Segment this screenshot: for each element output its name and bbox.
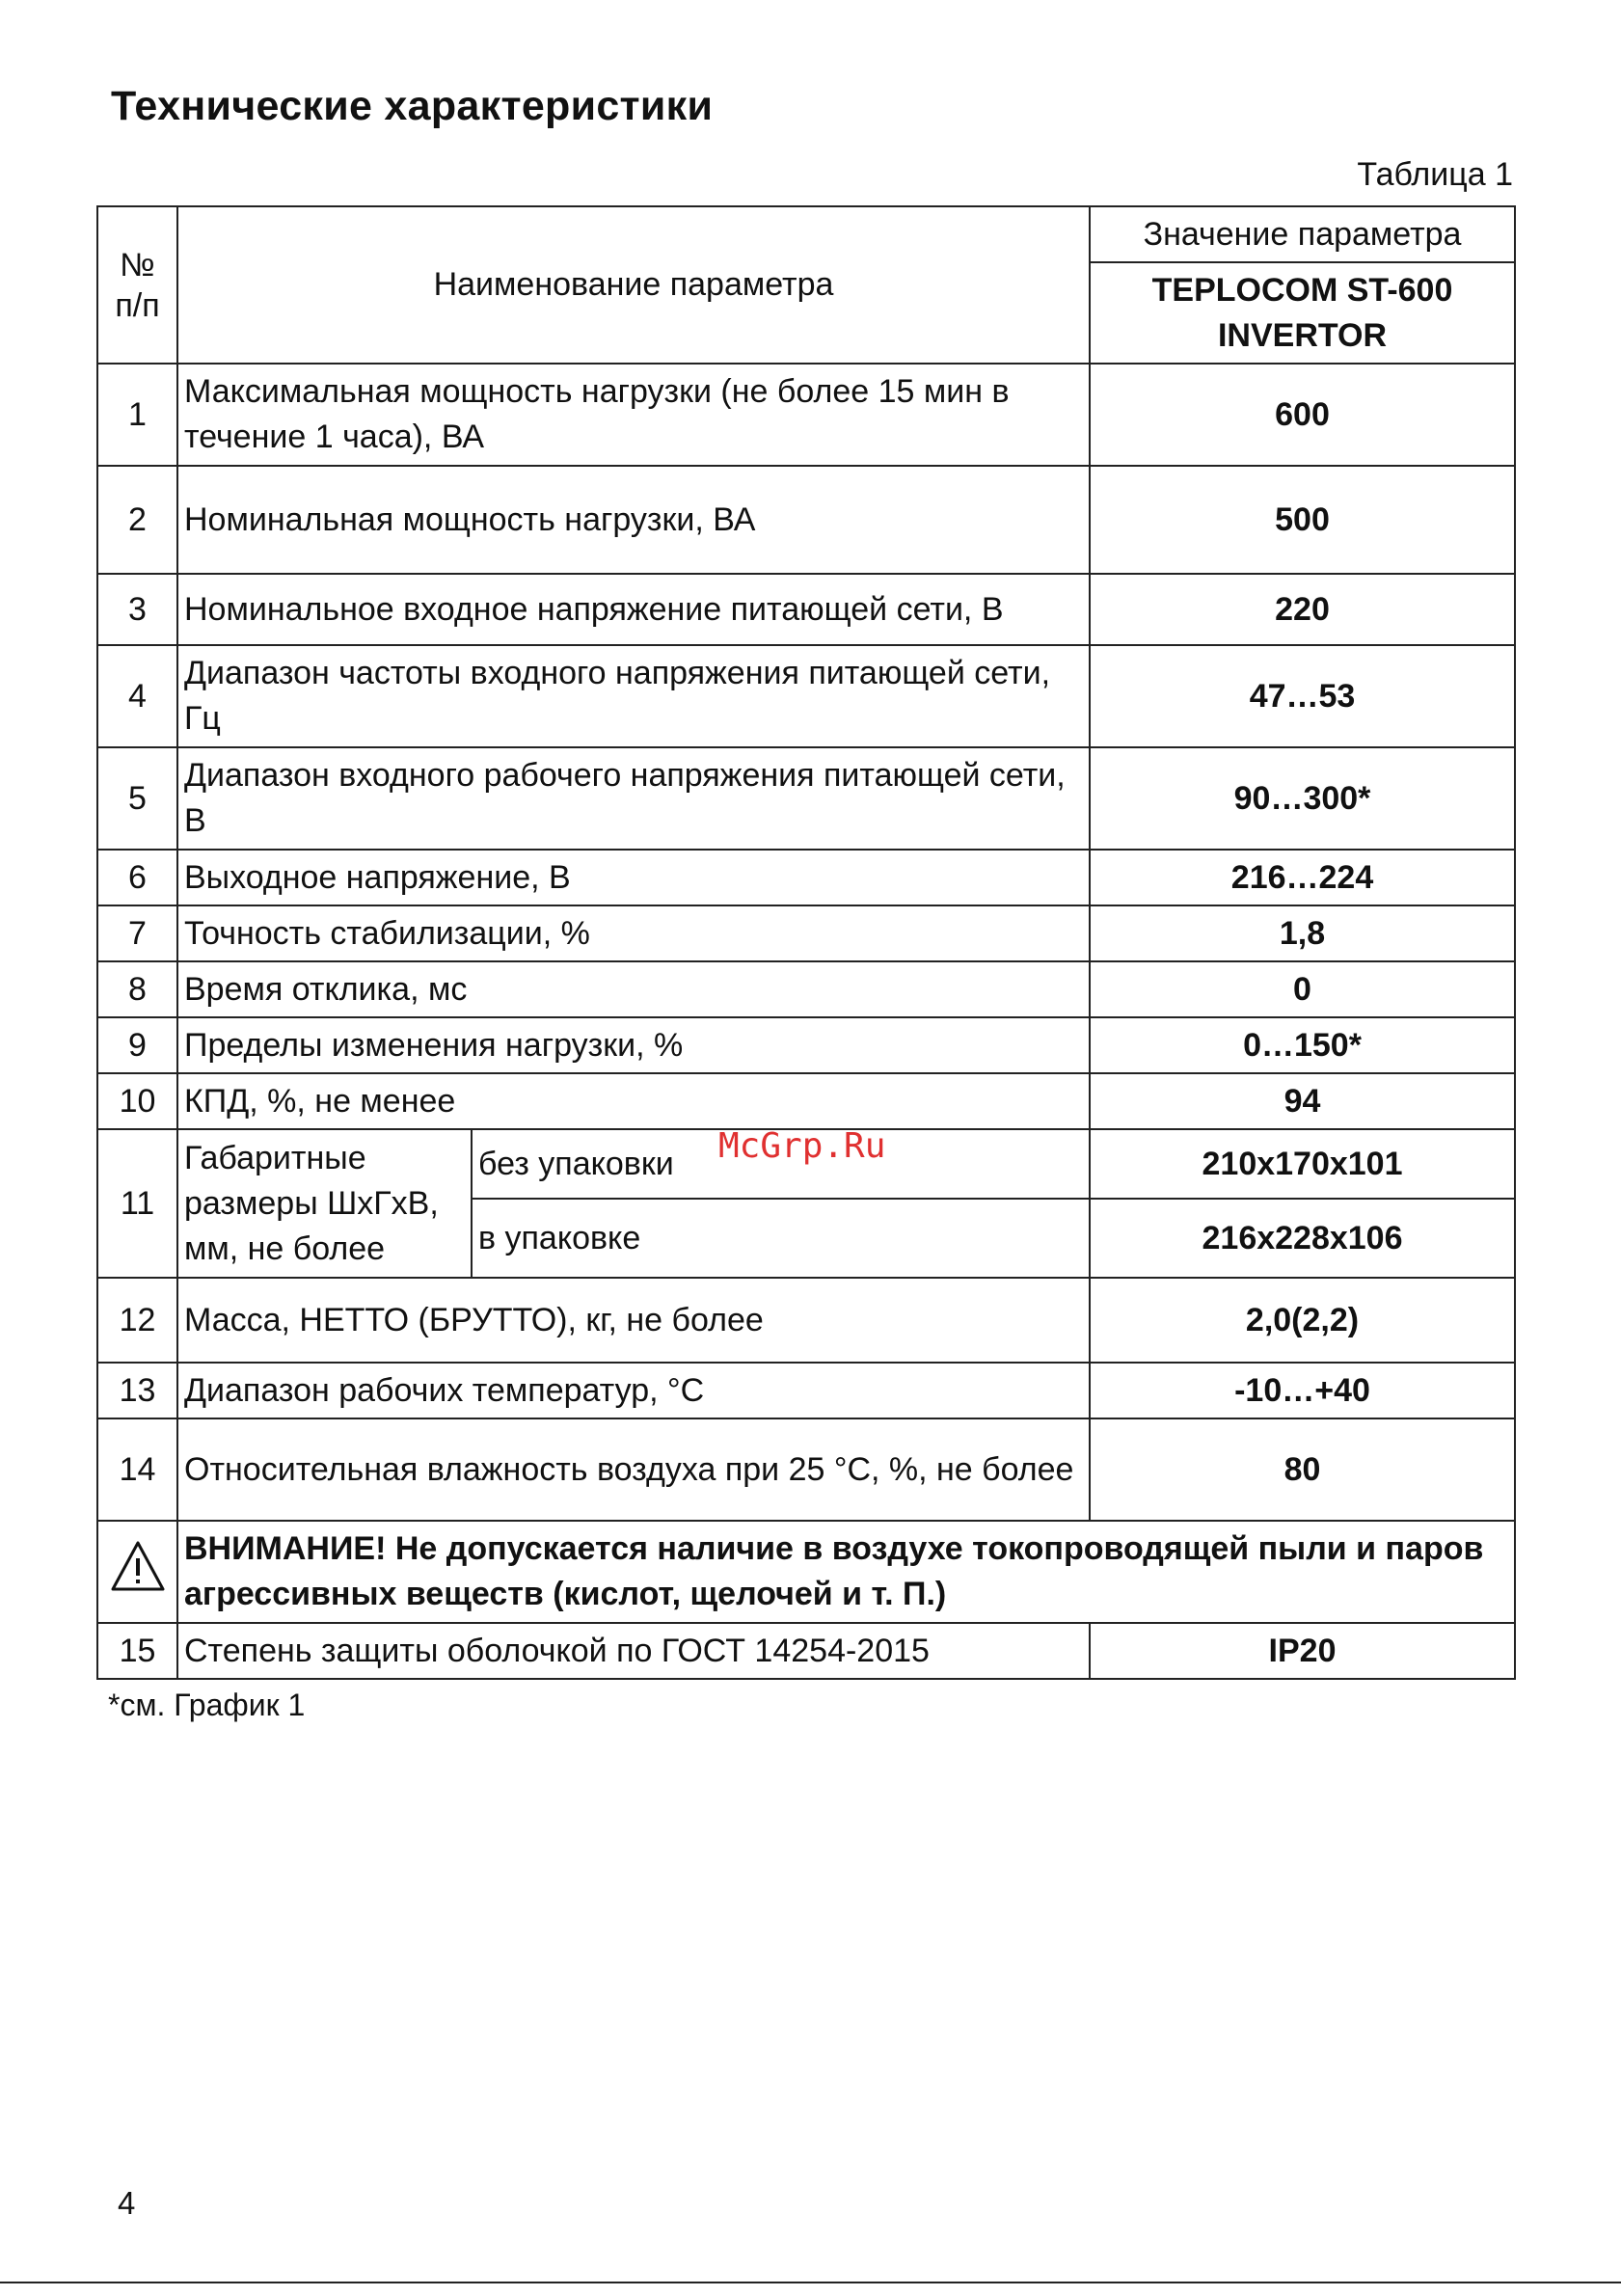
row-value: 47…53 bbox=[1090, 645, 1515, 747]
row-name: Пределы изменения нагрузки, % bbox=[177, 1017, 1090, 1073]
warning-text: ВНИМАНИЕ! Не допускается наличие в воздухе токопроводящей пыли и паров агрессивных веществ (кислот, щелочей и т. П.) bbox=[177, 1521, 1515, 1623]
warning-triangle-icon bbox=[109, 1539, 167, 1593]
table-caption: Таблица 1 bbox=[1357, 156, 1513, 193]
table-row bbox=[97, 1278, 1515, 1363]
row-name: Степень защиты оболочкой по ГОСТ 14254-2015 bbox=[177, 1623, 1090, 1679]
row-num: 6 bbox=[97, 850, 177, 905]
row-num: 3 bbox=[97, 574, 177, 645]
row-value: IP20 bbox=[1090, 1623, 1515, 1679]
warning-icon-cell bbox=[97, 1521, 177, 1623]
row-name: Номинальное входное напряжение питающей сети, В bbox=[177, 574, 1090, 645]
row-value: 80 bbox=[1090, 1418, 1515, 1521]
row-value: 600 bbox=[1090, 364, 1515, 466]
row-value: 2,0(2,2) bbox=[1090, 1278, 1515, 1363]
row-value: 0 bbox=[1090, 961, 1515, 1017]
dimensions-without-pack-value: 210х170х101 bbox=[1090, 1129, 1515, 1199]
row-value: 90…300* bbox=[1090, 747, 1515, 850]
table-row bbox=[97, 747, 1515, 850]
row-num: 9 bbox=[97, 1017, 177, 1073]
row-name: Диапазон частоты входного напряжения питающей сети, Гц bbox=[177, 645, 1090, 747]
row-name: Максимальная мощность нагрузки (не более 15 мин в течение 1 часа), ВА bbox=[177, 364, 1090, 466]
page-title: Технические характеристики bbox=[111, 83, 714, 129]
row-num: 10 bbox=[97, 1073, 177, 1129]
row-num: 11 bbox=[97, 1129, 177, 1278]
row-num: 8 bbox=[97, 961, 177, 1017]
table-row bbox=[97, 1623, 1515, 1679]
row-num: 4 bbox=[97, 645, 177, 747]
row-name: Диапазон входного рабочего напряжения питающей сети, В bbox=[177, 747, 1090, 850]
row-name: Относительная влажность воздуха при 25 °С, %, не более bbox=[177, 1418, 1090, 1521]
table-row bbox=[97, 1017, 1515, 1073]
table-row bbox=[97, 574, 1515, 645]
header-value: Значение параметра bbox=[1090, 206, 1515, 262]
table-row bbox=[97, 850, 1515, 905]
row-value: 94 bbox=[1090, 1073, 1515, 1129]
header-row bbox=[97, 206, 1515, 262]
row-name: Выходное напряжение, В bbox=[177, 850, 1090, 905]
row-num: 5 bbox=[97, 747, 177, 850]
watermark: McGrp.Ru bbox=[718, 1126, 886, 1166]
row-name: Диапазон рабочих температур, °С bbox=[177, 1363, 1090, 1418]
bottom-rule bbox=[0, 2282, 1621, 2283]
header-num: № п/п bbox=[97, 206, 177, 364]
table-row bbox=[97, 364, 1515, 466]
page-number: 4 bbox=[118, 2185, 136, 2221]
table-row bbox=[97, 1073, 1515, 1129]
table-row bbox=[97, 905, 1515, 961]
dimensions-name: Габаритные размеры ШхГхВ, мм, не более bbox=[177, 1129, 472, 1278]
dimensions-with-pack-value: 216х228х106 bbox=[1090, 1199, 1515, 1278]
row-num: 15 bbox=[97, 1623, 177, 1679]
row-num: 13 bbox=[97, 1363, 177, 1418]
table-row bbox=[97, 645, 1515, 747]
row-num: 7 bbox=[97, 905, 177, 961]
row-num: 14 bbox=[97, 1418, 177, 1521]
row-value: 216…224 bbox=[1090, 850, 1515, 905]
row-value: -10…+40 bbox=[1090, 1363, 1515, 1418]
dimensions-with-pack-label: в упаковке bbox=[472, 1199, 1090, 1278]
spec-table bbox=[96, 205, 1516, 1680]
row-value: 1,8 bbox=[1090, 905, 1515, 961]
row-name: Масса, НЕТТО (БРУТТО), кг, не более bbox=[177, 1278, 1090, 1363]
row-value: 500 bbox=[1090, 466, 1515, 574]
row-name: Время отклика, мс bbox=[177, 961, 1090, 1017]
row-value: 220 bbox=[1090, 574, 1515, 645]
header-model: TEPLOCOM ST-600 INVERTOR bbox=[1090, 262, 1515, 364]
footnote: *см. График 1 bbox=[108, 1688, 306, 1722]
row-name: КПД, %, не менее bbox=[177, 1073, 1090, 1129]
row-name: Номинальная мощность нагрузки, ВА bbox=[177, 466, 1090, 574]
row-num: 12 bbox=[97, 1278, 177, 1363]
dimensions-without-pack-label: без упаковки bbox=[472, 1129, 1090, 1199]
table-row bbox=[97, 1363, 1515, 1418]
row-num: 2 bbox=[97, 466, 177, 574]
table-row bbox=[97, 961, 1515, 1017]
table-row bbox=[97, 1418, 1515, 1521]
table-row bbox=[97, 466, 1515, 574]
row-name: Точность стабилизации, % bbox=[177, 905, 1090, 961]
header-name: Наименование параметра bbox=[177, 206, 1090, 364]
row-value: 0…150* bbox=[1090, 1017, 1515, 1073]
warning-row bbox=[97, 1521, 1515, 1623]
row-num: 1 bbox=[97, 364, 177, 466]
